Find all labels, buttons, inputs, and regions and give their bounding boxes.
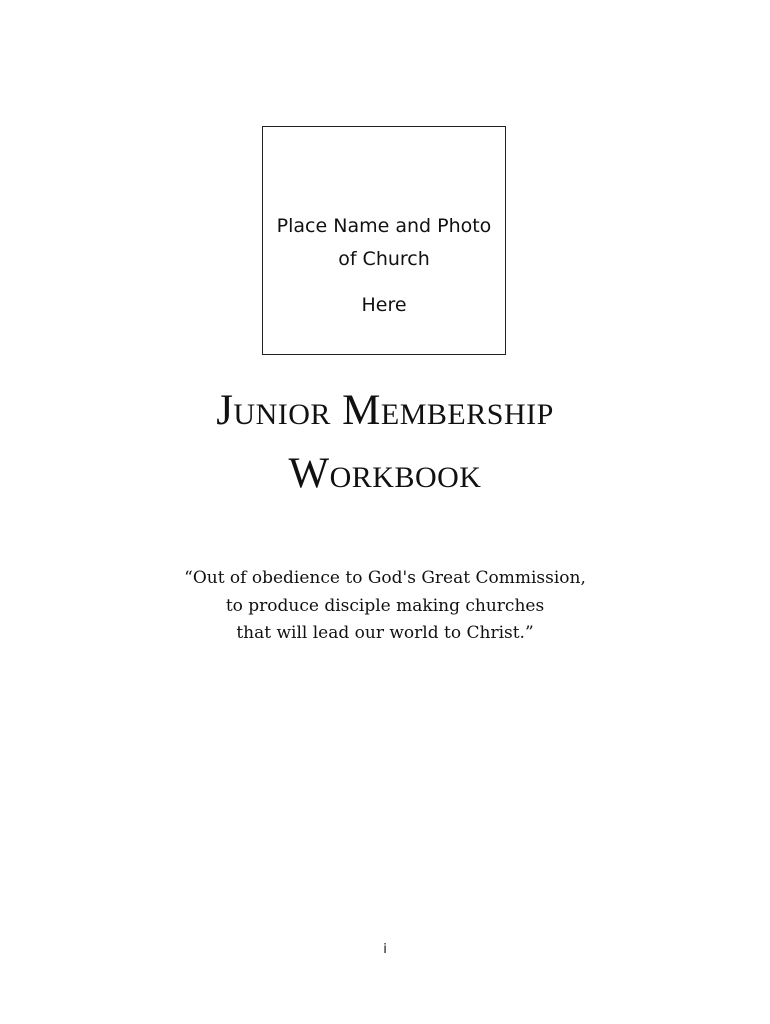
mission-quote-line-1: “Out of obedience to God's Great Commission, xyxy=(184,568,586,588)
page-number: i xyxy=(383,942,387,957)
placeholder-text-line-1: Place Name and Photo xyxy=(276,215,492,237)
mission-quote-line-2: to produce disciple making churches xyxy=(225,596,545,616)
placeholder-text-line-3: Here xyxy=(361,294,407,316)
document-title-line-1: Junior Membership xyxy=(216,387,554,434)
church-photo-placeholder xyxy=(262,126,506,355)
placeholder-text-line-2: of Church xyxy=(338,248,430,270)
mission-quote-line-3: that will lead our world to Christ.” xyxy=(236,623,534,643)
document-title-line-2: Workbook xyxy=(288,450,482,497)
